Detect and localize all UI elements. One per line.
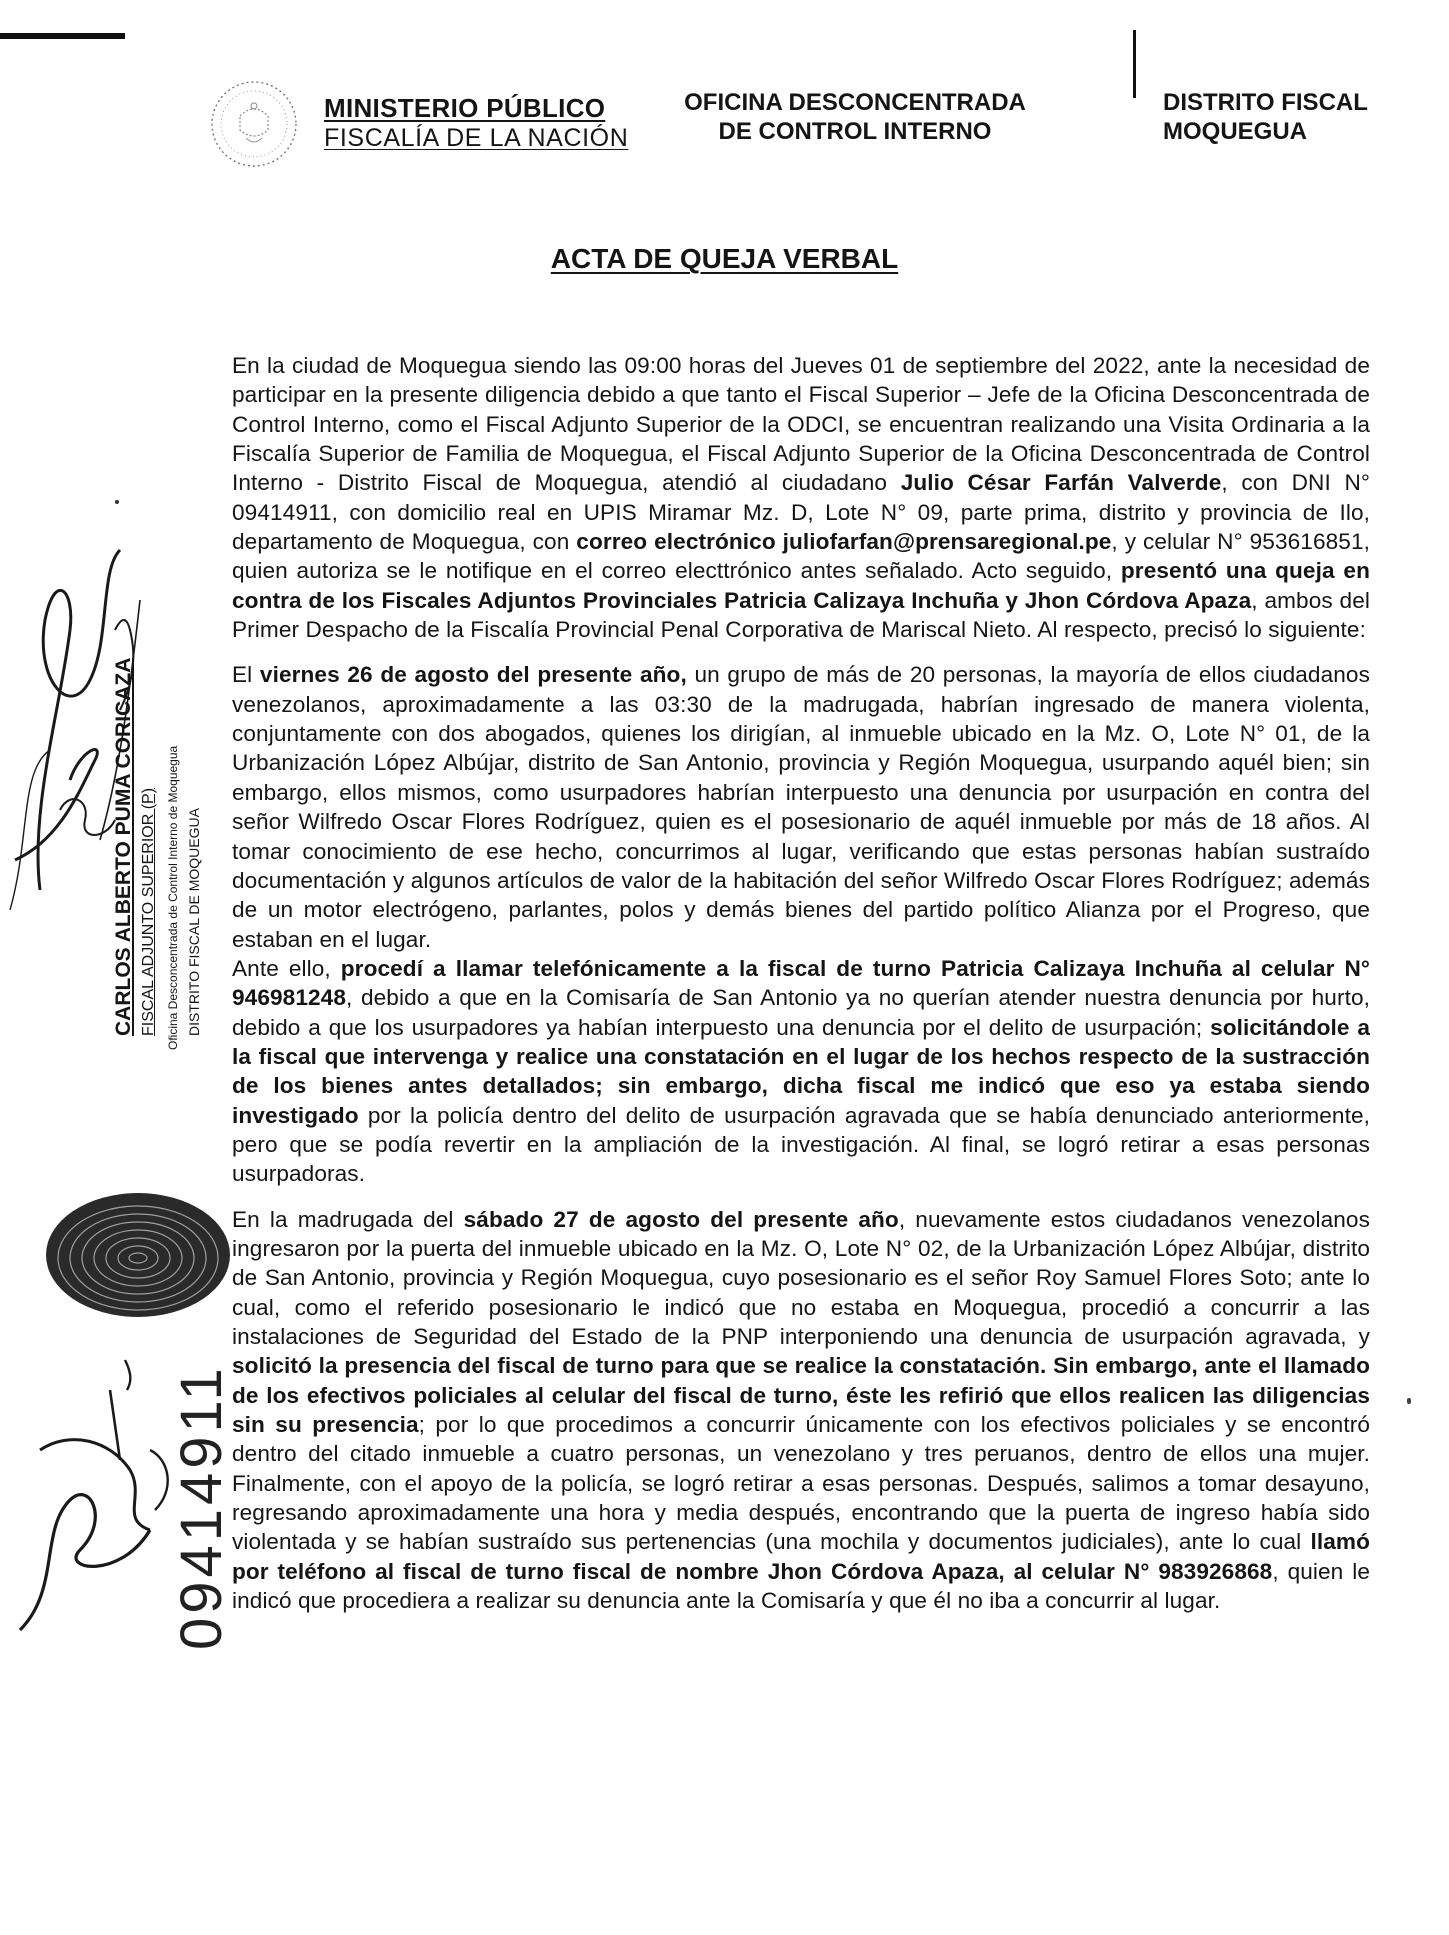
text-run: un grupo de más de 20 personas, la mayoría de ellos ciudadanos venezolanos, aproximadamente a las 03:30 de la madrugada, habrían ingresado de manera violenta, conjuntamente con dos abogados, quienes los dirigían, al inmueble ubicado en la Mz. O, Lote N° 01, de la Urbanización López Albújar, distrito de San Antonio, provincia y Región Moquegua, usurpando aquél bien; sin embargo, ellos mismos, como usurpadores habrían interpuesto una denuncia por usurpación en contra del señor Wilfredo Oscar Flores Rodríguez, quien es el posesionario de aquél inmueble por más de 18 años. Al tomar conocimiento de ese hecho, concurrimos al lugar, verificando que estas personas habían sustraído documentación y algunos artículos de valor de la habitación del señor Wilfredo Oscar Flores Rodríguez; además de un motor electrógeno, parlantes, polos y demás bienes del partido político Alianza por el Progreso, que estaban en el lugar. xyxy=(232,662,1370,952)
bold-text-run: solicitó la presencia del fiscal de turno para que se realice la constatación. Sin embargo, ante el llamado de los efectivos policiales al celular del fiscal de turno, éste les refirió que ellos realicen las diligencias sin su presencia xyxy=(232,1353,1370,1438)
text-run: , debido a que en la Comisaría de San Antonio ya no querían atender nuestra denuncia por hurto, debido a que los usurpadores ya habían interpuesto una denuncia por el delito de usurpación; xyxy=(232,985,1370,1040)
document-body xyxy=(232,351,1370,1615)
text-run: , ambos del Primer Despacho de la Fiscalía Provincial Penal Corporativa de Mariscal Nieto. Al respecto, precisó lo siguiente: xyxy=(232,587,1370,643)
ministry-title: MINISTERIO PÚBLICO xyxy=(324,93,606,123)
bold-text-run: llamó por teléfono al fiscal de turno fiscal de nombre Jhon Córdova Apaza, al celular N° 983926868 xyxy=(232,1529,1370,1584)
bold-text-run: viernes 26 de agosto del presente año, xyxy=(259,662,687,688)
bold-text-run: procedí a llamar telefónicamente a la fiscal de turno Patricia Calizaya Inchuña al celular N° 946981248 xyxy=(232,955,1371,1011)
stamp-role: FISCAL ADJUNTO SUPERIOR (P) xyxy=(140,787,157,1036)
bold-text-run: Julio César Farfán Valverde xyxy=(900,470,1222,496)
office-line-2: DE CONTROL INTERNO xyxy=(718,118,992,145)
text-run: , quien le indicó que procediera a realizar su denuncia ante la Comisaría y que él no iba a concurrir al lugar. xyxy=(232,1558,1370,1614)
ministry-seal-icon xyxy=(206,76,302,172)
text-run: En la madrugada del xyxy=(232,1206,464,1232)
text-run: , con DNI N° 09414911, con domicilio real en UPIS Miramar Mz. D, Lote N° 09, parte prima, distrito y provincia de Ilo, departamento de Moquegua, con xyxy=(232,470,1370,555)
ministry-subtitle: FISCALÍA DE LA NACIÓN xyxy=(324,124,629,152)
handwritten-dni: 09414911 xyxy=(169,1364,234,1650)
bold-text-run: presentó una queja en contra de los Fiscales Adjuntos Provinciales Patricia Calizaya Inchuña y Jhon Córdova Apaza xyxy=(232,558,1370,613)
bold-text-run: correo electrónico juliofarfan@prensaregional.pe xyxy=(576,529,1112,555)
paragraph-2 xyxy=(232,660,1370,953)
paragraph-1 xyxy=(232,351,1370,644)
district-line-2: MOQUEGUA xyxy=(1163,118,1307,145)
text-run: El xyxy=(232,662,260,688)
text-run: ; por lo que procedimos a concurrir únicamente con los efectivos policiales y se encontró dentro del citado inmueble a cuatro personas, un venezolano y tres peruanos, dentro de ellos una mujer. Finalmente, con el apoyo de la policía, se logró retirar a esas personas. Después, salimos a tomar desayuno, regresando aproximadamente una hora y media después, encontrando que la puerta de ingreso había sido violentada y se habían sustraído sus pertenencias (una mochila y documentos judiciales), ante lo cual xyxy=(232,1412,1370,1555)
district-name xyxy=(1163,88,1383,146)
paragraph-4 xyxy=(232,1205,1370,1616)
text-run: por la policía dentro del delito de usurpación agravada que se había denunciado anteriormente, pero que se podía revertir en la ampliación de la investigación. Al final, se logró retirar a esas personas usurpadoras. xyxy=(232,1102,1370,1187)
header-divider xyxy=(1133,30,1136,98)
office-name xyxy=(670,88,1040,146)
bold-text-run: solicitándole a la fiscal que intervenga y realice una constatación en el lugar de los hechos respecto de la sustracción de los bienes antes detallados; sin embargo, dicha fiscal me indicó que eso ya estaba siendo investigado xyxy=(232,1014,1370,1128)
bold-text-run: sábado 27 de agosto del presente año xyxy=(463,1206,899,1232)
fingerprint-icon xyxy=(38,1180,238,1330)
document-title: ACTA DE QUEJA VERBAL xyxy=(550,243,899,274)
paragraph-3 xyxy=(232,954,1370,1189)
scan-speck xyxy=(1407,1398,1411,1404)
fiscal-stamp xyxy=(108,600,248,1080)
text-run: Ante ello, xyxy=(232,955,341,981)
stamp-district: DISTRITO FISCAL DE MOQUEGUA xyxy=(186,808,202,1036)
scan-speck xyxy=(115,500,119,504)
text-run: En la ciudad de Moquegua siendo las 09:00 horas del Jueves 01 de septiembre del 2022, ante la necesidad de participar en la presente diligencia debido a que tanto el Fiscal Superior – Jefe de la Oficina Desconcentrada de Control Interno, como el Fiscal Adjunto Superior de la ODCI, se encuentran realizando una Visita Ordinaria a la Fiscalía Superior de Familia de Moquegua, el Fiscal Adjunto Superior de la Oficina Desconcentrada de Control Interno - Distrito Fiscal de Moquegua, atendió al ciudadano xyxy=(232,353,1370,496)
stamp-name: CARLOS ALBERTO PUMA CORICAZA xyxy=(112,657,135,1036)
office-line-1: OFICINA DESCONCENTRADA xyxy=(684,89,1026,116)
stamp-office: Oficina Desconcentrada de Control Interno de Moquegua xyxy=(166,745,180,1050)
district-line-1: DISTRITO FISCAL xyxy=(1163,89,1368,116)
scan-edge-mark xyxy=(0,33,125,39)
text-run: , y celular N° 953616851, quien autoriza se le notifique en el correo electtrónico antes señalado. Acto seguido, xyxy=(232,529,1370,584)
text-run: , nuevamente estos ciudadanos venezolanos ingresaron por la puerta del inmueble ubicado en la Mz. O, Lote N° 02, de la Urbanización López Albújar, distrito de San Antonio, provincia y Región Moquegua, cuyo posesionario es el señor Roy Samuel Flores Soto; ante lo cual, como el referido posesionario le indicó que no estaba en Moquegua, procedió a concurrir a las instalaciones de Seguridad del Estado de la PNP interponiendo una denuncia de usurpación agravada, y xyxy=(232,1206,1370,1349)
